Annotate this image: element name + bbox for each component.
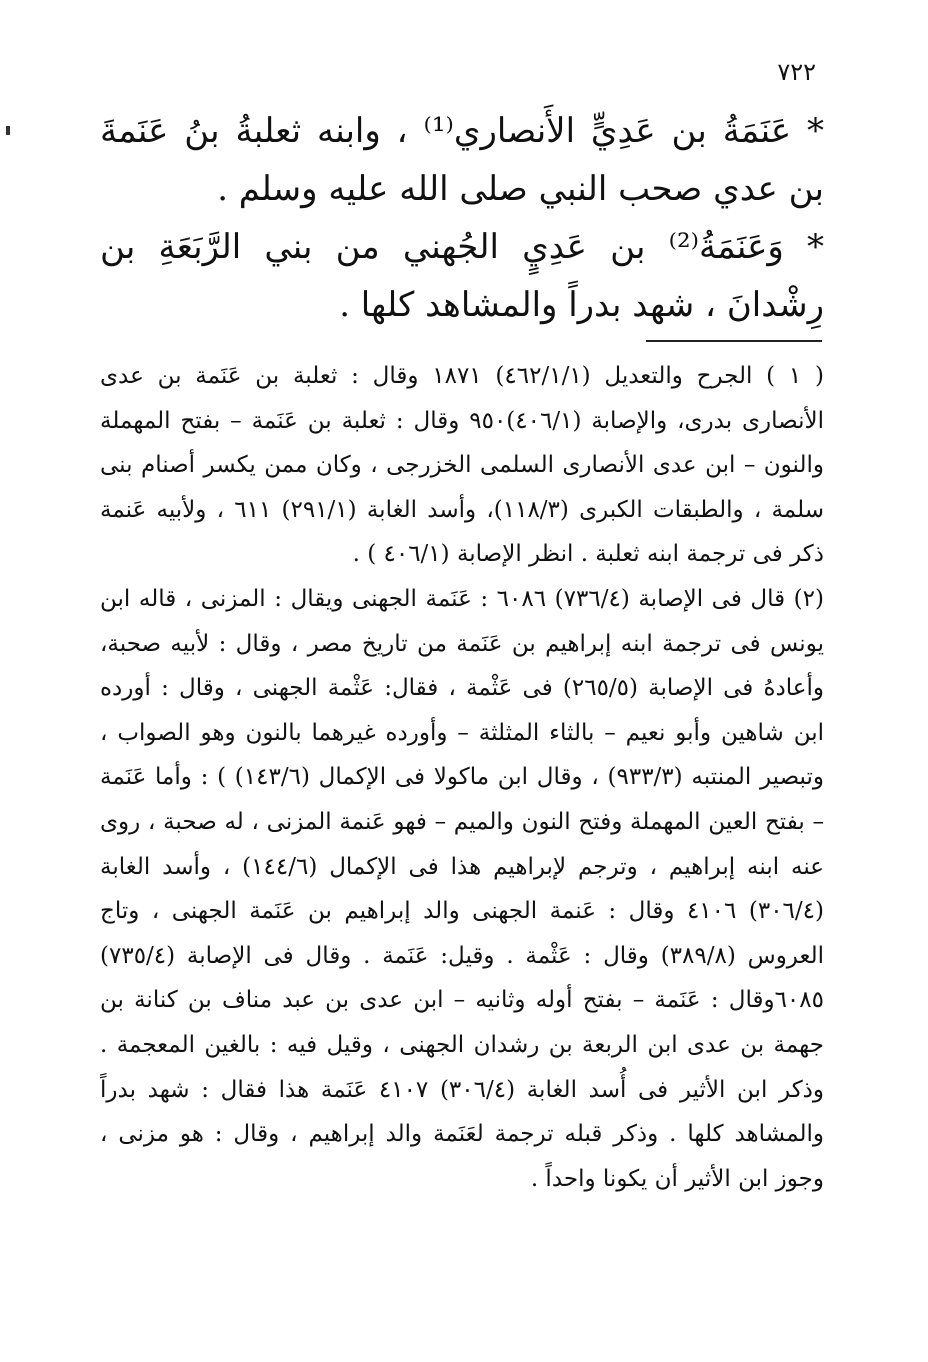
entry-anamah-ansari: * عَنَمَةُ بن عَدِيٍّ الأَنصاري⁽¹⁾ ، وابنه ثعلبةُ بنُ عَنَمةَ بن عدي صحب النبي صلى الله عليه وسلم . — [100, 111, 824, 209]
main-text — [100, 102, 824, 334]
footnote-1: ( ١ ) الجرح والتعديل (٤٦٢/١/١) ١٨٧١ وقال : ثعلبة بن عَنَمة بن عدى الأنصارى بدرى، والإصابة (٤٠٦/١)٩٥٠ وقال : ثعلبة بن عَنَمة – بفتح المهملة والنون – ابن عدى الأنصارى السلمى الخزرجى ، وكان ممن يكسر أصنام بنى سلمة ، والطبقات الكبرى (١١٨/٣)، وأسد الغابة (٢٩١/١) ٦١١ ، ولأبيه عَنمة ذكر فى ترجمة ابنه ثعلبة . انظر الإصابة (٤٠٦/١ ) . — [100, 363, 825, 568]
page-number: ٧٢٢ — [777, 58, 816, 86]
footnote-2: (٢) قال فى الإصابة (٧٣٦/٤) ٦٠٨٦ : عَنَمة الجهنى ويقال : المزنى ، قاله ابن يونس فى ترجمة ابنه إبراهيم بن عَنَمة من تاريخ مصر ، وقال : لأبيه صحبة، وأعادهُ فى الإصابة (٢٦٥/٥) فى عَثْمة ، فقال: عَثْمة الجهنى ، وقال : أورده ابن شاهين وأبو نعيم – بالثاء المثلثة – وأورده غيرهما بالنون وهو الصواب ، وتبصير المنتبه (٩٣٣/٣) ، وقال ابن ماكولا فى الإكمال (١٤٣/٦) ) : وأما عَنَمة – بفتح العين المهملة وفتح النون والميم – فهو عَنمة المزنى ، له صحبة ، روى عنه ابنه إبراهيم ، وترجم لإبراهيم هذا فى الإكمال (١٤٤/٦) ، وأسد الغابة (٣٠٦/٤) ٤١٠٦ وقال : عَنمة الجهنى والد إبراهيم بن عَنَمة الجهنى ، وتاج العروس (٣٨٩/٨) وقال : عَثْمة . وقيل: عَنَمة . وقال فى الإصابة (٧٣٥/٤) ٦٠٨٥وقال : عَنَمة – بفتح أوله وثانيه – ابن عدى بن عبد مناف بن كنانة بن جهمة بن عدى ابن الربعة بن رشدان الجهنى ، وقيل فيه : بالغين المعجمة . وذكر ابن الأثير فى أُسد الغابة (٣٠٦/٤) ٤١٠٧ عَنَمة هذا فقال : شهد بدراً والمشاهد كلها . وذكر قبله ترجمة لعَنَمة والد إبراهيم ، وقال : هو مزنى ، وجوز ابن الأثير أن يكونا واحداً . — [100, 585, 824, 1192]
entry-anamah-juhani: * وَعَنَمَةُ⁽²⁾ بن عَدِيٍ الجُهني من بني الرَّبَعَةِ بن رِشْدانَ ، شهد بدراً والمشاهد كلها . — [100, 227, 825, 325]
footnote-separator — [646, 340, 822, 342]
footnotes — [100, 354, 824, 1201]
margin-mark — [6, 126, 10, 135]
